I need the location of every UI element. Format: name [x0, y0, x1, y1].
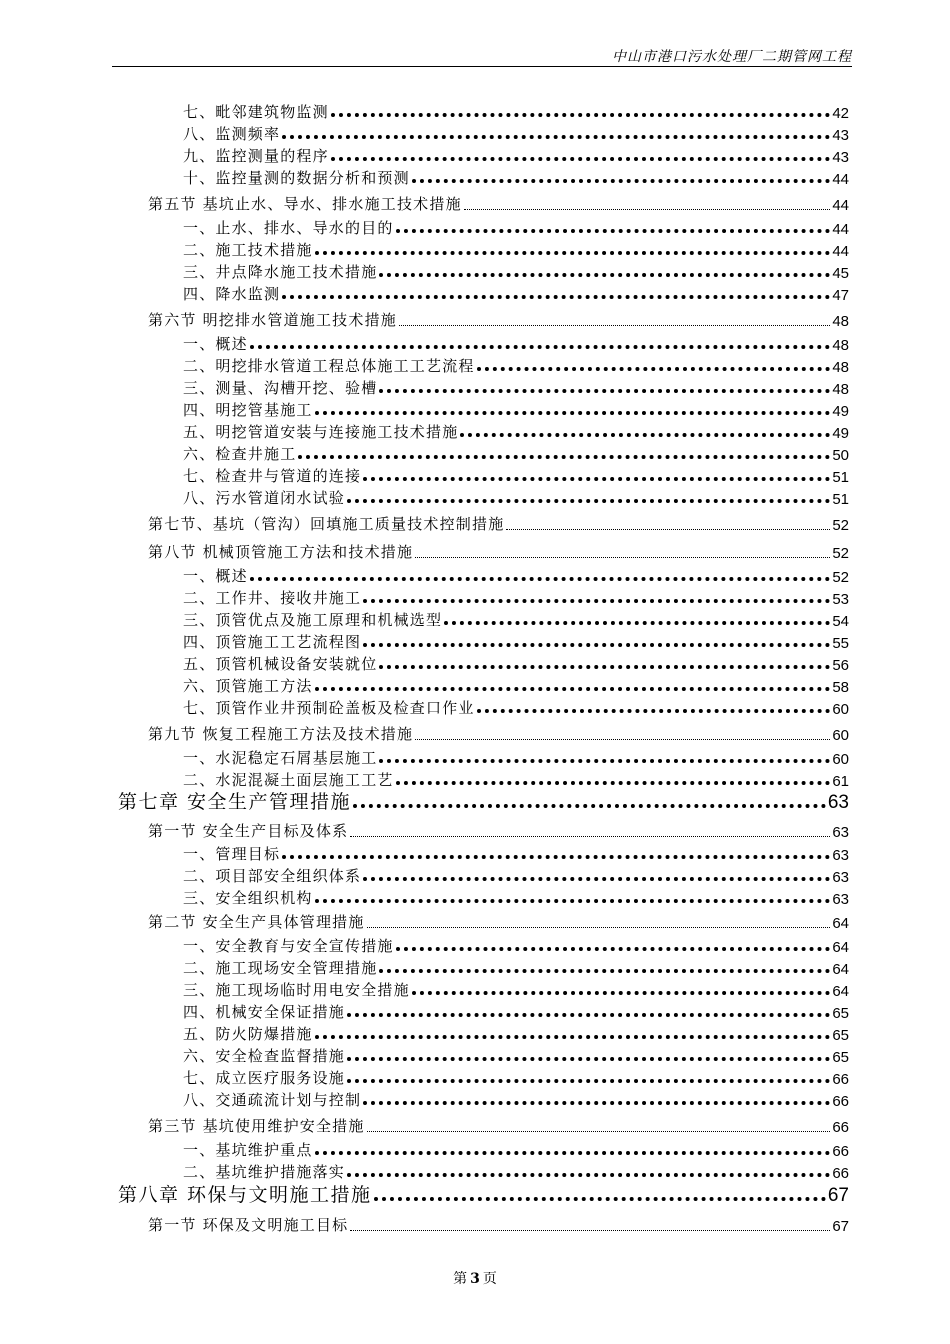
toc-subsection-entry[interactable]: [183, 442, 849, 464]
toc-entry-label: 六、检查井施工: [183, 445, 297, 463]
toc-subsection-entry[interactable]: [183, 630, 849, 652]
toc-entry-label: 二、工作井、接收井施工: [183, 589, 362, 607]
toc-subsection-entry[interactable]: [183, 564, 849, 586]
page-header: [112, 40, 852, 67]
toc-subsection-entry[interactable]: [183, 100, 849, 122]
toc-entry-page: 42: [832, 105, 849, 122]
dot-leader: [379, 759, 830, 763]
toc-entry-page: 64: [832, 915, 849, 932]
dot-leader: [250, 345, 831, 349]
toc-entry-label: 第八章 环保与文明施工措施: [118, 1184, 372, 1206]
dot-leader: [477, 367, 831, 371]
toc-entry-label: 二、明挖排水管道工程总体施工工艺流程: [183, 357, 475, 375]
toc-entry-page: 48: [832, 313, 849, 330]
toc-entry-page: 65: [832, 1049, 849, 1066]
toc-entry-page: 48: [832, 381, 849, 398]
toc-entry-page: 49: [832, 425, 849, 442]
toc-entry-label: 六、安全检查监督措施: [183, 1047, 346, 1065]
toc-subsection-entry[interactable]: [183, 376, 849, 398]
toc-entry-label: 四、降水监测: [183, 285, 281, 303]
toc-subsection-entry[interactable]: [183, 354, 849, 376]
toc-entry-page: 63: [832, 869, 849, 886]
toc-subsection-entry[interactable]: [183, 1044, 849, 1066]
toc-section-entry[interactable]: [148, 512, 849, 534]
toc-subsection-entry[interactable]: [183, 166, 849, 188]
toc-section-entry[interactable]: [148, 308, 849, 330]
dot-leader: [399, 325, 830, 326]
toc-subsection-entry[interactable]: [183, 746, 849, 768]
toc-subsection-entry[interactable]: [183, 586, 849, 608]
dot-leader: [347, 1079, 830, 1083]
toc-entry-label: 七、检查井与管道的连接: [183, 467, 362, 485]
toc-chapter-entry[interactable]: [118, 788, 849, 814]
toc-entry-label: 一、止水、排水、导水的目的: [183, 219, 394, 237]
toc-subsection-entry[interactable]: [183, 1138, 849, 1160]
toc-entry-page: 44: [832, 221, 849, 238]
dot-leader: [412, 991, 831, 995]
toc-entry-label: 第五节 基坑止水、导水、排水施工技术措施: [148, 195, 462, 213]
toc-subsection-entry[interactable]: [183, 464, 849, 486]
toc-entry-label: 二、基坑维护措施落实: [183, 1163, 346, 1181]
toc-entry-page: 44: [832, 171, 849, 188]
toc-entry-label: 二、施工现场安全管理措施: [183, 959, 378, 977]
toc-entry-label: 第九节 恢复工程施工方法及技术措施: [148, 725, 414, 743]
dot-leader: [367, 927, 831, 928]
toc-entry-label: 四、明挖管基施工: [183, 401, 313, 419]
dot-leader: [363, 1101, 830, 1105]
toc-entry-page: 66: [832, 1071, 849, 1088]
toc-subsection-entry[interactable]: [183, 1088, 849, 1110]
toc-entry-label: 三、井点降水施工技术措施: [183, 263, 378, 281]
dot-leader: [315, 1035, 831, 1039]
dot-leader: [379, 273, 830, 277]
toc-entry-label: 七、顶管作业井预制砼盖板及检查口作业: [183, 699, 475, 717]
dot-leader: [396, 947, 831, 951]
toc-entry-label: 九、监控测量的程序: [183, 147, 329, 165]
toc-entry-page: 47: [832, 287, 849, 304]
toc-entry-label: 一、水泥稳定石屑基层施工: [183, 749, 378, 767]
toc-entry-page: 48: [832, 337, 849, 354]
toc-subsection-entry[interactable]: [183, 1066, 849, 1088]
dot-leader: [460, 433, 830, 437]
toc-entry-label: 八、交通疏流计划与控制: [183, 1091, 362, 1109]
toc-entry-page: 66: [832, 1143, 849, 1160]
footer-prefix: 第: [453, 1271, 468, 1287]
toc-entry-page: 65: [832, 1027, 849, 1044]
dot-leader: [347, 1173, 830, 1177]
dot-leader: [363, 877, 830, 881]
toc-entry-label: 一、安全教育与安全宣传措施: [183, 937, 394, 955]
toc-section-entry[interactable]: [148, 1114, 849, 1136]
toc-entry-label: 一、基坑维护重点: [183, 1141, 313, 1159]
toc-section-entry[interactable]: [148, 540, 849, 562]
dot-leader: [506, 529, 830, 530]
toc-entry-page: 48: [832, 359, 849, 376]
dot-leader: [250, 577, 831, 581]
toc-entry-label: 第二节 安全生产具体管理措施: [148, 913, 365, 931]
toc-entry-page: 55: [832, 635, 849, 652]
toc-subsection-entry[interactable]: [183, 332, 849, 354]
toc-subsection-entry[interactable]: [183, 144, 849, 166]
toc-section-entry[interactable]: [148, 722, 849, 744]
toc-entry-page: 66: [832, 1093, 849, 1110]
toc-entry-page: 50: [832, 447, 849, 464]
toc-entry-page: 51: [832, 491, 849, 508]
dot-leader: [379, 389, 830, 393]
dot-leader: [363, 599, 830, 603]
toc-entry-label: 第八节 机械顶管施工方法和技术措施: [148, 543, 414, 561]
toc-subsection-entry[interactable]: [183, 486, 849, 508]
toc-entry-label: 三、施工现场临时用电安全措施: [183, 981, 410, 999]
dot-leader: [347, 1013, 830, 1017]
dot-leader: [282, 135, 830, 139]
toc-entry-label: 四、机械安全保证措施: [183, 1003, 346, 1021]
dot-leader: [347, 499, 830, 503]
header-title: 中山市港口污水处理厂二期管网工程: [612, 49, 852, 65]
toc-subsection-entry[interactable]: [183, 886, 849, 908]
toc-entry-page: 58: [832, 679, 849, 696]
dot-leader: [363, 643, 830, 647]
toc-subsection-entry[interactable]: [183, 282, 849, 304]
footer-suffix: 页: [482, 1271, 497, 1287]
toc-subsection-entry[interactable]: [183, 1160, 849, 1182]
toc-entry-page: 66: [832, 1119, 849, 1136]
toc-subsection-entry[interactable]: [183, 842, 849, 864]
toc-entry-label: 五、防火防爆措施: [183, 1025, 313, 1043]
toc-entry-label: 八、监测频率: [183, 125, 281, 143]
toc-subsection-entry[interactable]: [183, 238, 849, 260]
toc-entry-page: 52: [832, 517, 849, 534]
toc-entry-page: 52: [832, 569, 849, 586]
dot-leader: [477, 709, 831, 713]
toc-entry-label: 五、明挖管道安装与连接施工技术措施: [183, 423, 459, 441]
toc-entry-page: 61: [832, 773, 849, 790]
dot-leader: [315, 1151, 831, 1155]
toc-subsection-entry[interactable]: [183, 122, 849, 144]
toc-entry-label: 八、污水管道闭水试验: [183, 489, 346, 507]
toc-subsection-entry[interactable]: [183, 696, 849, 718]
toc-entry-page: 66: [832, 1165, 849, 1182]
toc-subsection-entry[interactable]: [183, 978, 849, 1000]
dot-leader: [298, 455, 830, 459]
toc-entry-label: 第一节 安全生产目标及体系: [148, 822, 349, 840]
toc-entry-label: 一、管理目标: [183, 845, 281, 863]
toc-entry-page: 63: [827, 792, 849, 813]
toc-subsection-entry[interactable]: [183, 864, 849, 886]
toc-entry-page: 53: [832, 591, 849, 608]
toc-entry-label: 三、测量、沟槽开挖、验槽: [183, 379, 378, 397]
toc-entry-page: 44: [832, 243, 849, 260]
dot-leader: [415, 557, 830, 558]
toc-entry-label: 三、安全组织机构: [183, 889, 313, 907]
toc-entry-label: 七、毗邻建筑物监测: [183, 103, 329, 121]
toc-entry-label: 十、监控量测的数据分析和预测: [183, 169, 410, 187]
toc-entry-page: 63: [832, 891, 849, 908]
toc-entry-page: 49: [832, 403, 849, 420]
toc-entry-label: 二、项目部安全组织体系: [183, 867, 362, 885]
toc-entry-label: 第六节 明挖排水管道施工技术措施: [148, 311, 397, 329]
dot-leader: [412, 179, 831, 183]
dot-leader: [396, 781, 831, 785]
toc-entry-label: 七、成立医疗服务设施: [183, 1069, 346, 1087]
toc-entry-page: 60: [832, 751, 849, 768]
dot-leader: [367, 1131, 831, 1132]
toc-entry-label: 二、水泥混凝土面层施工工艺: [183, 771, 394, 789]
dot-leader: [444, 621, 830, 625]
toc-entry-page: 45: [832, 265, 849, 282]
dot-leader: [282, 855, 830, 859]
toc-entry-label: 五、顶管机械设备安装就位: [183, 655, 378, 673]
toc-section-entry[interactable]: [148, 910, 849, 932]
dot-leader: [350, 1230, 830, 1231]
toc-entry-page: 64: [832, 939, 849, 956]
dot-leader: [315, 251, 831, 255]
toc-section-entry[interactable]: [148, 819, 849, 841]
toc-entry-page: 64: [832, 961, 849, 978]
toc-entry-page: 64: [832, 983, 849, 1000]
toc-subsection-entry[interactable]: [183, 216, 849, 238]
toc-subsection-entry[interactable]: [183, 1000, 849, 1022]
dot-leader: [379, 665, 830, 669]
toc-subsection-entry[interactable]: [183, 956, 849, 978]
toc-entry-label: 一、概述: [183, 567, 248, 585]
toc-entry-page: 60: [832, 701, 849, 718]
toc-section-entry[interactable]: [148, 192, 849, 214]
toc-subsection-entry[interactable]: [183, 674, 849, 696]
dot-leader: [464, 209, 831, 210]
dot-leader: [347, 1057, 830, 1061]
toc-subsection-entry[interactable]: [183, 398, 849, 420]
toc-subsection-entry[interactable]: [183, 1022, 849, 1044]
toc-section-entry[interactable]: [148, 1213, 849, 1235]
dot-leader: [315, 411, 831, 415]
dot-leader: [353, 804, 826, 808]
dot-leader: [374, 1197, 826, 1201]
dot-leader: [396, 229, 831, 233]
toc-chapter-entry[interactable]: [118, 1181, 849, 1207]
toc-entry-label: 第七节、基坑（管沟）回填施工质量技术控制措施: [148, 515, 505, 533]
toc-entry-label: 三、顶管优点及施工原理和机械选型: [183, 611, 443, 629]
dot-leader: [282, 295, 830, 299]
dot-leader: [315, 687, 831, 691]
toc-entry-page: 65: [832, 1005, 849, 1022]
page-number: 3: [470, 1271, 480, 1287]
toc-entry-page: 43: [832, 127, 849, 144]
toc-entry-label: 六、顶管施工方法: [183, 677, 313, 695]
dot-leader: [315, 899, 831, 903]
toc-entry-label: 一、概述: [183, 335, 248, 353]
dot-leader: [379, 969, 830, 973]
toc-subsection-entry[interactable]: [183, 934, 849, 956]
dot-leader: [363, 477, 830, 481]
page-footer: [0, 1268, 950, 1288]
dot-leader: [331, 113, 831, 117]
toc-entry-label: 第七章 安全生产管理措施: [118, 791, 352, 813]
toc-entry-page: 43: [832, 149, 849, 166]
toc-entry-page: 60: [832, 727, 849, 744]
toc-subsection-entry[interactable]: [183, 420, 849, 442]
toc-entry-label: 四、顶管施工工艺流程图: [183, 633, 362, 651]
dot-leader: [415, 739, 830, 740]
toc-subsection-entry[interactable]: [183, 608, 849, 630]
toc-entry-page: 63: [832, 824, 849, 841]
dot-leader: [331, 157, 831, 161]
toc-entry-page: 54: [832, 613, 849, 630]
toc-subsection-entry[interactable]: [183, 652, 849, 674]
dot-leader: [350, 836, 830, 837]
toc-entry-page: 67: [827, 1185, 849, 1206]
toc-entry-page: 56: [832, 657, 849, 674]
toc-subsection-entry[interactable]: [183, 260, 849, 282]
toc-entry-label: 第三节 基坑使用维护安全措施: [148, 1117, 365, 1135]
toc-entry-page: 67: [832, 1218, 849, 1235]
toc-entry-label: 二、施工技术措施: [183, 241, 313, 259]
toc-entry-page: 51: [832, 469, 849, 486]
toc-entry-page: 63: [832, 847, 849, 864]
toc-entry-page: 52: [832, 545, 849, 562]
toc-entry-page: 44: [832, 197, 849, 214]
toc-entry-label: 第一节 环保及文明施工目标: [148, 1216, 349, 1234]
